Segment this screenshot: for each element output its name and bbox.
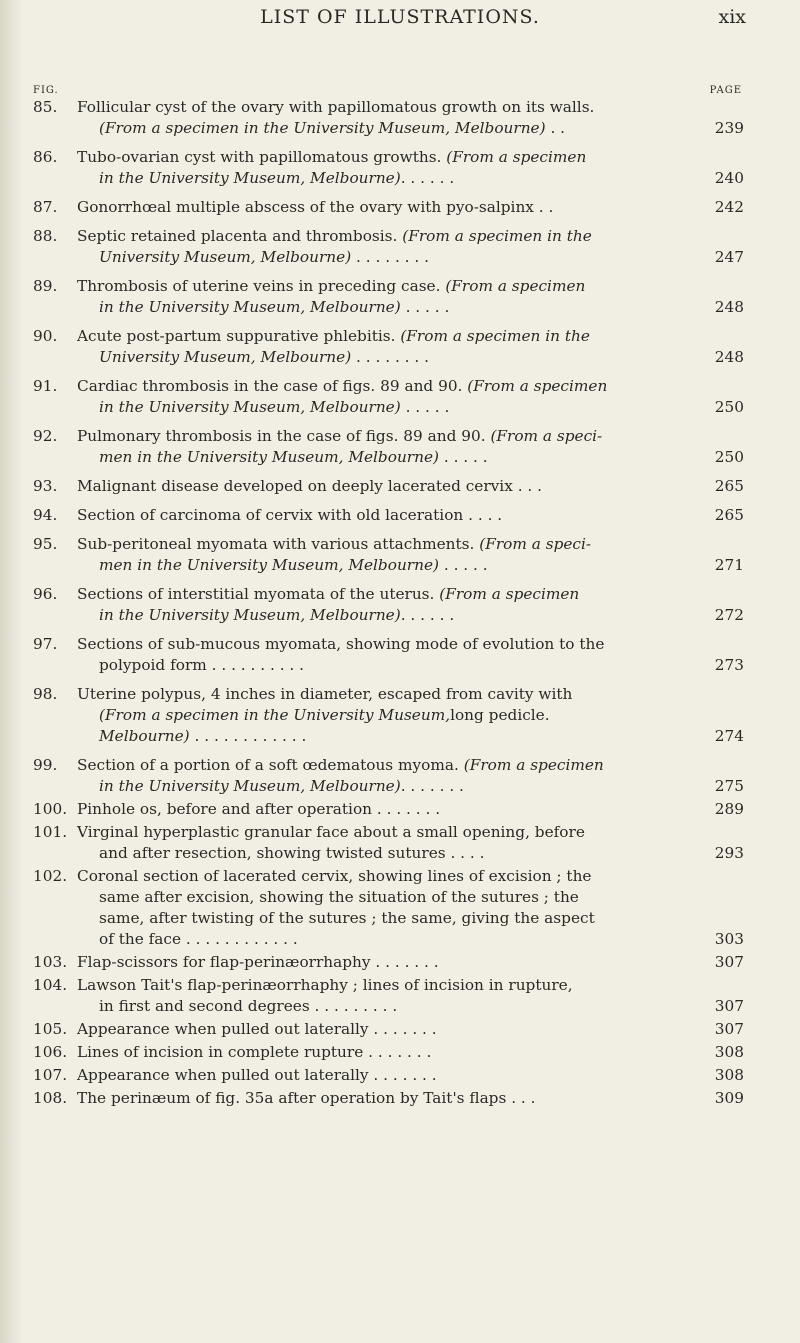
caption-text: Pinhole os, before and after operation . . . . . . .	[77, 800, 441, 818]
figure-caption	[77, 799, 692, 820]
page-title: LIST OF ILLUSTRATIONS.	[260, 6, 540, 28]
caption-source: University Museum, Melbourne)	[99, 348, 352, 366]
figure-number: 101.	[33, 823, 68, 841]
figure-caption	[77, 505, 692, 526]
caption-line	[77, 887, 692, 908]
caption-line	[77, 584, 692, 605]
page-reference: 247	[714, 248, 744, 266]
figure-number: 85.	[33, 98, 58, 116]
list-item	[0, 975, 800, 1017]
list-item	[0, 684, 800, 747]
figure-caption	[77, 1088, 692, 1109]
caption-source: University Museum, Melbourne)	[99, 248, 352, 266]
page-reference: 289	[714, 800, 744, 818]
caption-text: . . . . . . . .	[351, 248, 429, 266]
caption-source: Melbourne)	[99, 727, 190, 745]
caption-line	[77, 1042, 692, 1063]
page-reference: 250	[714, 448, 744, 466]
page-reference: 307	[714, 953, 744, 971]
caption-line	[77, 705, 692, 726]
figure-number: 105.	[33, 1020, 68, 1038]
page-reference: 271	[714, 556, 744, 574]
list-item	[0, 1019, 800, 1040]
figure-caption	[77, 276, 692, 318]
list-item	[0, 534, 800, 576]
caption-text: Gonorrhœal multiple abscess of the ovary with pyo-salpinx . .	[77, 198, 554, 216]
list-item	[0, 426, 800, 468]
figure-caption	[77, 952, 692, 973]
figure-caption	[77, 147, 692, 189]
caption-source: (From a specimen	[446, 148, 587, 166]
caption-line	[77, 555, 692, 576]
figure-caption	[77, 376, 692, 418]
page-reference: 265	[714, 477, 744, 495]
caption-text: . . . . . . . .	[351, 348, 429, 366]
figure-number: 103.	[33, 953, 68, 971]
figure-caption	[77, 634, 692, 676]
page-column-label: PAGE	[709, 85, 742, 96]
caption-text: . . . . . .	[400, 606, 455, 624]
figure-number: 91.	[33, 377, 58, 395]
caption-source: men in the University Museum, Melbourne)	[99, 448, 439, 466]
caption-text: Virginal hyperplastic granular face about a small opening, before	[77, 823, 585, 841]
caption-line	[77, 147, 692, 168]
list-item	[0, 147, 800, 189]
figure-number: 100.	[33, 800, 68, 818]
caption-line	[77, 726, 692, 747]
caption-source: in the University Museum, Melbourne)	[99, 298, 401, 316]
caption-line	[77, 843, 692, 864]
caption-text: . . . . .	[400, 298, 450, 316]
figure-number: 87.	[33, 198, 58, 216]
figure-number: 107.	[33, 1066, 68, 1084]
page-reference: 303	[714, 930, 744, 948]
figure-caption	[77, 426, 692, 468]
caption-text: Tubo-ovarian cyst with papillomatous growths.	[77, 148, 447, 166]
caption-line	[77, 655, 692, 676]
caption-text: . . . . .	[438, 556, 488, 574]
list-item	[0, 755, 800, 797]
page-reference: 309	[714, 1089, 744, 1107]
figure-caption	[77, 584, 692, 626]
figure-number: 90.	[33, 327, 58, 345]
figure-number: 98.	[33, 685, 58, 703]
page-reference: 308	[714, 1066, 744, 1084]
list-item	[0, 634, 800, 676]
caption-source: men in the University Museum, Melbourne)	[99, 556, 439, 574]
caption-text: long pedicle.	[450, 706, 550, 724]
figure-number: 96.	[33, 585, 58, 603]
caption-line	[77, 799, 692, 820]
page-reference: 307	[714, 1020, 744, 1038]
caption-line	[77, 952, 692, 973]
caption-text: Uterine polypus, 4 inches in diameter, escaped from cavity with	[77, 685, 573, 703]
page-reference: 273	[714, 656, 744, 674]
illustration-list	[0, 97, 800, 1109]
figure-number: 106.	[33, 1043, 68, 1061]
list-item	[0, 1088, 800, 1109]
figure-number: 86.	[33, 148, 58, 166]
caption-text: Acute post-partum suppurative phlebitis.	[77, 327, 401, 345]
caption-line	[77, 755, 692, 776]
caption-source: in the University Museum, Melbourne)	[99, 169, 401, 187]
page-reference: 308	[714, 1043, 744, 1061]
caption-text: Pulmonary thrombosis in the case of figs. 89 and 90.	[77, 427, 491, 445]
caption-line	[77, 908, 692, 929]
caption-text: Flap-scissors for flap-perinæorrhaphy . . . . . . .	[77, 953, 439, 971]
caption-line	[77, 534, 692, 555]
figure-caption	[77, 1019, 692, 1040]
figure-number: 99.	[33, 756, 58, 774]
caption-text: Septic retained placenta and thrombosis.	[77, 227, 403, 245]
caption-line	[77, 505, 692, 526]
list-item	[0, 952, 800, 973]
list-item	[0, 326, 800, 368]
figure-caption	[77, 476, 692, 497]
fig-column-label: FIG.	[33, 85, 59, 96]
page-reference: 248	[714, 348, 744, 366]
caption-line	[77, 97, 692, 118]
caption-text: Appearance when pulled out laterally . . . . . . .	[77, 1066, 437, 1084]
caption-source: (From a specimen	[439, 585, 580, 603]
caption-text: Section of carcinoma of cervix with old laceration . . . .	[77, 506, 503, 524]
page-reference: 307	[714, 997, 744, 1015]
caption-text: Lines of incision in complete rupture . . . . . . .	[77, 1043, 432, 1061]
list-item	[0, 1065, 800, 1086]
caption-line	[77, 866, 692, 887]
caption-line	[77, 605, 692, 626]
page-reference: 248	[714, 298, 744, 316]
list-item	[0, 276, 800, 318]
caption-source: in the University Museum, Melbourne)	[99, 398, 401, 416]
page-reference: 272	[714, 606, 744, 624]
page-reference: 265	[714, 506, 744, 524]
caption-text: Sub-peritoneal myomata with various attachments.	[77, 535, 480, 553]
list-item	[0, 197, 800, 218]
caption-text: Sections of interstitial myomata of the uterus.	[77, 585, 440, 603]
figure-caption	[77, 197, 692, 218]
caption-text: . . . . .	[400, 398, 450, 416]
caption-line	[77, 226, 692, 247]
caption-text: Lawson Tait's flap-perinæorrhaphy ; lines of incision in rupture,	[77, 976, 573, 994]
caption-source: (From a speci-	[490, 427, 603, 445]
page-reference: 239	[714, 119, 744, 137]
caption-text: Sections of sub-mucous myomata, showing mode of evolution to the	[77, 635, 605, 653]
caption-source: in the University Museum, Melbourne)	[99, 606, 401, 624]
caption-line	[77, 822, 692, 843]
figure-caption	[77, 534, 692, 576]
caption-text: of the face . . . . . . . . . . . .	[99, 930, 298, 948]
caption-text: Malignant disease developed on deeply lacerated cervix . . .	[77, 477, 543, 495]
caption-source: (From a specimen in the University Museum, Melbourne)	[99, 119, 546, 137]
figure-number: 94.	[33, 506, 58, 524]
list-item	[0, 505, 800, 526]
page-number: xix	[718, 6, 746, 28]
list-item	[0, 226, 800, 268]
caption-line	[77, 297, 692, 318]
caption-source: (From a speci-	[479, 535, 592, 553]
figure-number: 108.	[33, 1089, 68, 1107]
list-item	[0, 476, 800, 497]
figure-caption	[77, 975, 692, 1017]
caption-line	[77, 426, 692, 447]
figure-caption	[77, 822, 692, 864]
list-item	[0, 97, 800, 139]
running-header	[0, 6, 800, 36]
caption-text: Cardiac thrombosis in the case of figs. 89 and 90.	[77, 377, 468, 395]
caption-text: Appearance when pulled out laterally . . . . . . .	[77, 1020, 437, 1038]
caption-line	[77, 476, 692, 497]
caption-text: polypoid form . . . . . . . . . .	[99, 656, 305, 674]
list-item	[0, 799, 800, 820]
caption-source: (From a specimen	[463, 756, 604, 774]
caption-text: Follicular cyst of the ovary with papillomatous growth on its walls.	[77, 98, 595, 116]
caption-text: in first and second degrees . . . . . . . . .	[99, 997, 398, 1015]
figure-number: 102.	[33, 867, 68, 885]
figure-caption	[77, 866, 692, 950]
caption-source: (From a specimen in the	[402, 227, 592, 245]
caption-line	[77, 996, 692, 1017]
page-reference: 293	[714, 844, 744, 862]
caption-text: Section of a portion of a soft œdematous myoma.	[77, 756, 464, 774]
caption-text: Thrombosis of uterine veins in preceding case.	[77, 277, 446, 295]
figure-number: 92.	[33, 427, 58, 445]
caption-line	[77, 197, 692, 218]
figure-number: 89.	[33, 277, 58, 295]
figure-number: 97.	[33, 635, 58, 653]
caption-line	[77, 347, 692, 368]
caption-source: (From a specimen in the University Museum,	[99, 706, 451, 724]
caption-text: and after resection, showing twisted sutures . . . .	[99, 844, 485, 862]
page-reference: 250	[714, 398, 744, 416]
page-reference: 274	[714, 727, 744, 745]
figure-number: 93.	[33, 477, 58, 495]
caption-line	[77, 975, 692, 996]
caption-source: in the University Museum, Melbourne)	[99, 777, 401, 795]
figure-number: 104.	[33, 976, 68, 994]
caption-line	[77, 929, 692, 950]
figure-number: 88.	[33, 227, 58, 245]
caption-line	[77, 1088, 692, 1109]
caption-line	[77, 1065, 692, 1086]
caption-line	[77, 247, 692, 268]
list-item	[0, 584, 800, 626]
figure-caption	[77, 97, 692, 139]
caption-line	[77, 634, 692, 655]
caption-text: . .	[545, 119, 566, 137]
caption-text: . . . . . .	[400, 169, 455, 187]
caption-text: . . . . . . . . . . . .	[189, 727, 307, 745]
caption-line	[77, 276, 692, 297]
caption-line	[77, 776, 692, 797]
figure-caption	[77, 1065, 692, 1086]
caption-text: same, after twisting of the sutures ; the same, giving the aspect	[99, 909, 595, 927]
caption-line	[77, 118, 692, 139]
list-item	[0, 866, 800, 950]
list-item	[0, 376, 800, 418]
caption-text: Coronal section of lacerated cervix, showing lines of excision ; the	[77, 867, 592, 885]
caption-text: same after excision, showing the situation of the sutures ; the	[99, 888, 579, 906]
caption-line	[77, 397, 692, 418]
caption-text: . . . . . . .	[400, 777, 464, 795]
caption-source: (From a specimen	[467, 377, 608, 395]
figure-number: 95.	[33, 535, 58, 553]
list-item	[0, 1042, 800, 1063]
caption-line	[77, 1019, 692, 1040]
caption-text: The perinæum of fig. 35a after operation by Tait's flaps . . .	[77, 1089, 536, 1107]
page-reference: 275	[714, 777, 744, 795]
page-reference: 242	[714, 198, 744, 216]
figure-caption	[77, 684, 692, 747]
caption-text: . . . . .	[438, 448, 488, 466]
caption-line	[77, 168, 692, 189]
figure-caption	[77, 1042, 692, 1063]
caption-line	[77, 684, 692, 705]
list-item	[0, 822, 800, 864]
caption-source: (From a specimen	[445, 277, 586, 295]
figure-caption	[77, 226, 692, 268]
page-reference: 240	[714, 169, 744, 187]
caption-line	[77, 447, 692, 468]
caption-source: (From a specimen in the	[400, 327, 590, 345]
caption-line	[77, 376, 692, 397]
figure-caption	[77, 326, 692, 368]
caption-line	[77, 326, 692, 347]
figure-caption	[77, 755, 692, 797]
